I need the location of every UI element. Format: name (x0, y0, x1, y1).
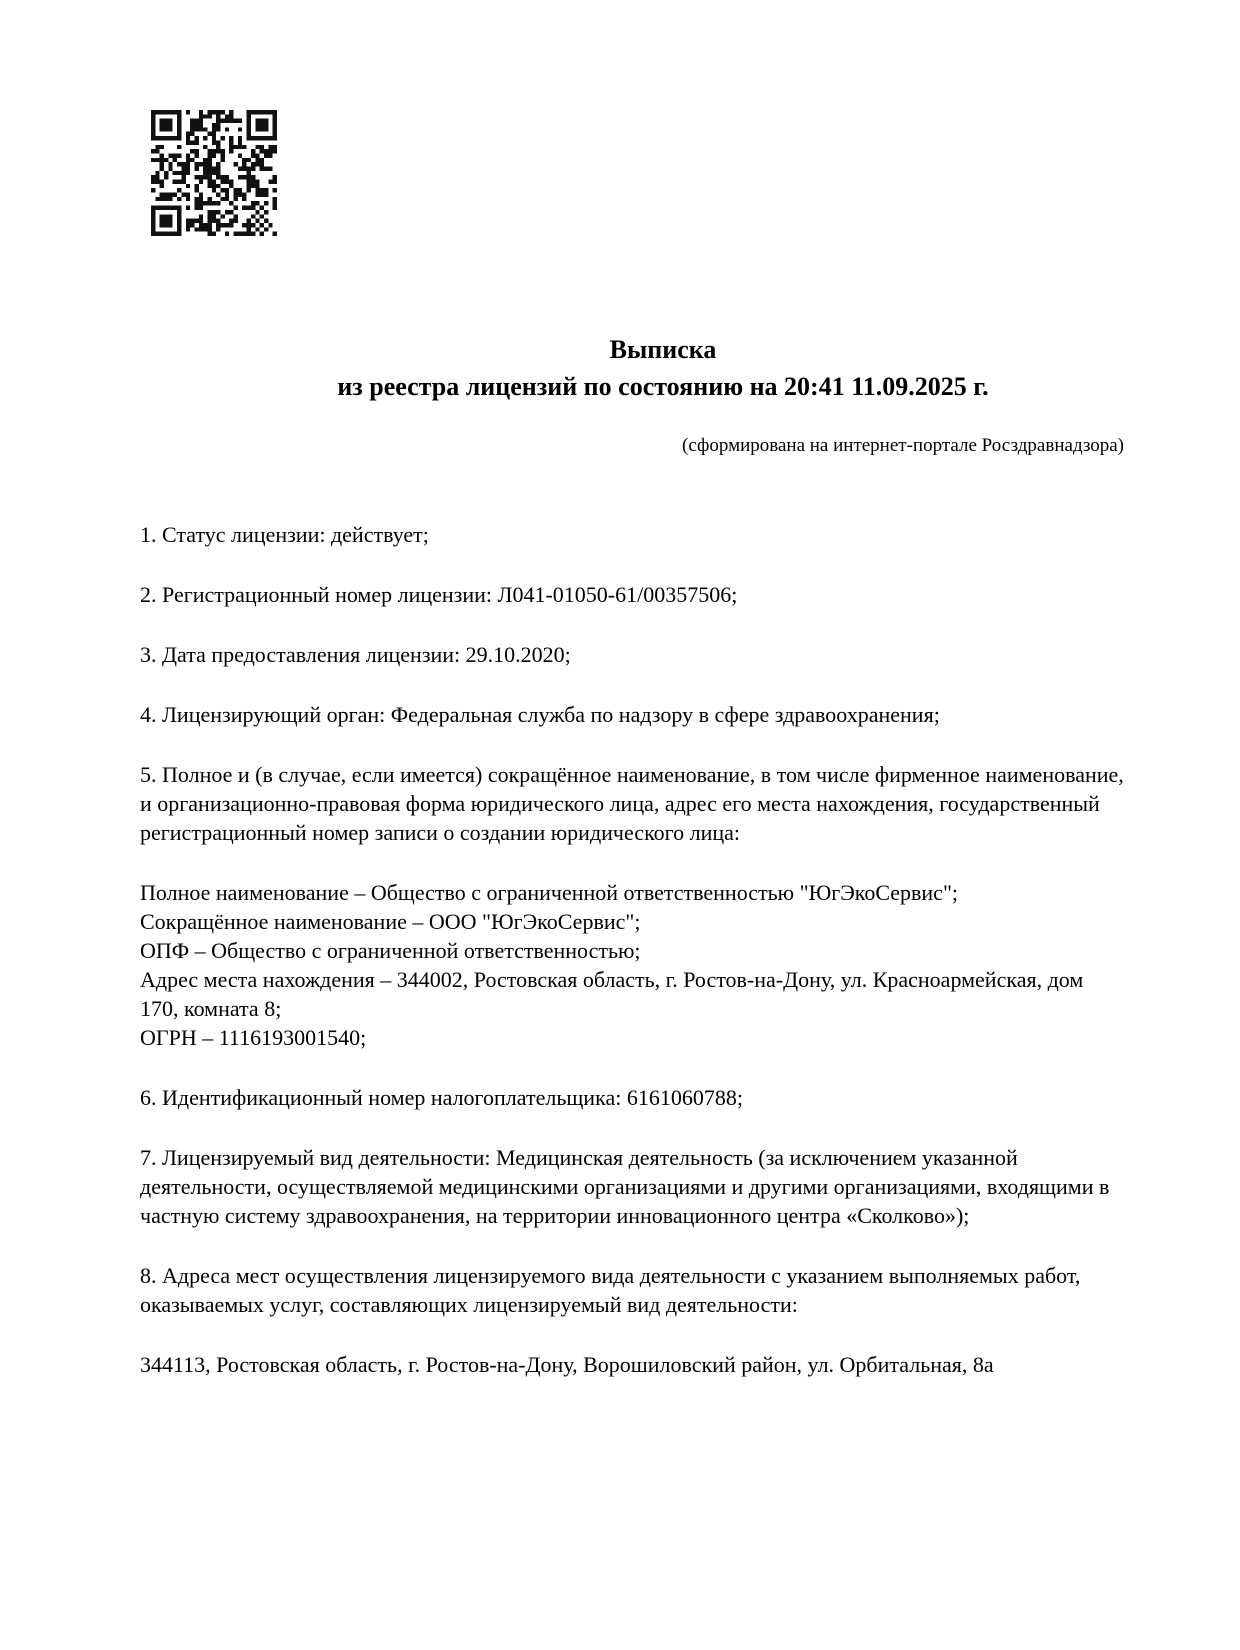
legal-address-line: Адрес места нахождения – 344002, Ростовская область, г. Ростов-на-Дону, ул. Красноармейская, дом 170, комната 8; (140, 967, 1084, 1021)
opf-line: ОПФ – Общество с ограниченной ответственностью; (140, 938, 641, 963)
item-3-grant-date: 3. Дата предоставления лицензии: 29.10.2020; (140, 642, 571, 667)
item-5-details (140, 878, 1125, 1052)
item-2-registration-number: 2. Регистрационный номер лицензии: Л041-01050-61/00357506; (140, 582, 738, 607)
document-title (86, 331, 1240, 405)
item-4-licensing-authority: 4. Лицензирующий орган: Федеральная служба по надзору в сфере здравоохранения; (140, 702, 940, 727)
short-name-line: Сокращённое наименование – ООО "ЮгЭкоСервис"; (140, 909, 641, 934)
item-8-activity-address: 344113, Ростовская область, г. Ростов-на-Дону, Ворошиловский район, ул. Орбитальная, 8а (140, 1352, 994, 1377)
document-subtitle: (сформирована на интернет-портале Росздравнадзора) (682, 435, 1124, 456)
item-8-heading: 8. Адреса мест осуществления лицензируемого вида деятельности с указанием выполняемых работ, оказываемых услуг, составляющих лицензируемый вид деятельности: (140, 1263, 1081, 1317)
full-name-line: Полное наименование – Общество с ограниченной ответственностью "ЮгЭкоСервис"; (140, 880, 959, 905)
document-title-line1: Выписка (609, 335, 717, 364)
item-6-inn: 6. Идентификационный номер налогоплательщика: 6161060788; (140, 1085, 743, 1110)
qr-code-icon (151, 110, 277, 236)
ogrn-line: ОГРН – 1116193001540; (140, 1025, 367, 1050)
document-title-line2: из реестра лицензий по состоянию на 20:41 11.09.2025 г. (337, 372, 989, 401)
item-7-licensed-activity: 7. Лицензируемый вид деятельности: Медицинская деятельность (за исключением указанной деятельности, осуществляемой медицинскими организациями и другими организациями, входящими в частную систему здравоохранения, на территории инновационного центра «Сколково»); (140, 1145, 1110, 1228)
item-5-heading: 5. Полное и (в случае, если имеется) сокращённое наименование, в том числе фирменное наименование, и организационно-правовая форма юридического лица, адрес его места нахождения, государственный регистрационный номер записи о создании юридического лица: (140, 762, 1124, 845)
item-1-license-status: 1. Статус лицензии: действует; (140, 522, 429, 547)
document-body (140, 520, 1125, 1379)
